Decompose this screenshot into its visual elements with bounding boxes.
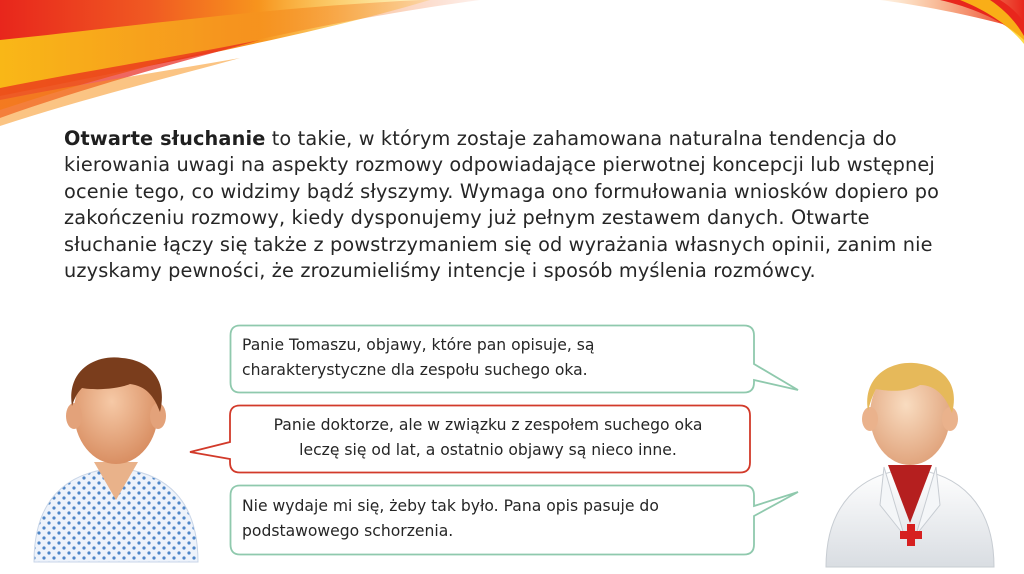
bold-term: Otwarte słuchanie [64,127,266,150]
speech-bubble-doctor-1 [230,324,790,394]
bubble-text: Nie wydaje mi się, żeby tak było. Pana opis pasuje do podstawowego schorzenia. [242,497,659,540]
bubble-text: Panie doktorze, ale w związku z zespołem suchego oka leczę się od lat, a ostatnio objawy są nieco inne. [273,416,703,459]
main-paragraph [64,126,964,284]
speech-bubble-patient [190,404,750,474]
paragraph-body: to takie, w którym zostaje zahamowana naturalna tendencja do kierowania uwagi na aspekty rozmowy odpowiadające pierwotnej koncepcji lub wstępnej ocenie tego, co widzimy bądź słyszymy. Wymaga ono formułowania wniosków dopiero po zakończeniu rozmowy, kiedy dysponujemy już pełnym zestawem danych. Otwarte słuchanie łączy się także z powstrzymaniem się od wyrażania własnych opinii, zanim nie uzyskamy pewności, że zrozumieliśmy intencje i sposób myślenia rozmówcy. [64,127,940,283]
doctor-avatar-icon [820,355,1000,570]
header-ribbon-decoration [0,0,1024,130]
patient-avatar-icon [26,350,206,565]
speech-bubble-doctor-2 [230,484,790,556]
bubble-text: Panie Tomaszu, objawy, które pan opisuje, są charakterystyczne dla zespołu suchego oka. [242,336,595,379]
